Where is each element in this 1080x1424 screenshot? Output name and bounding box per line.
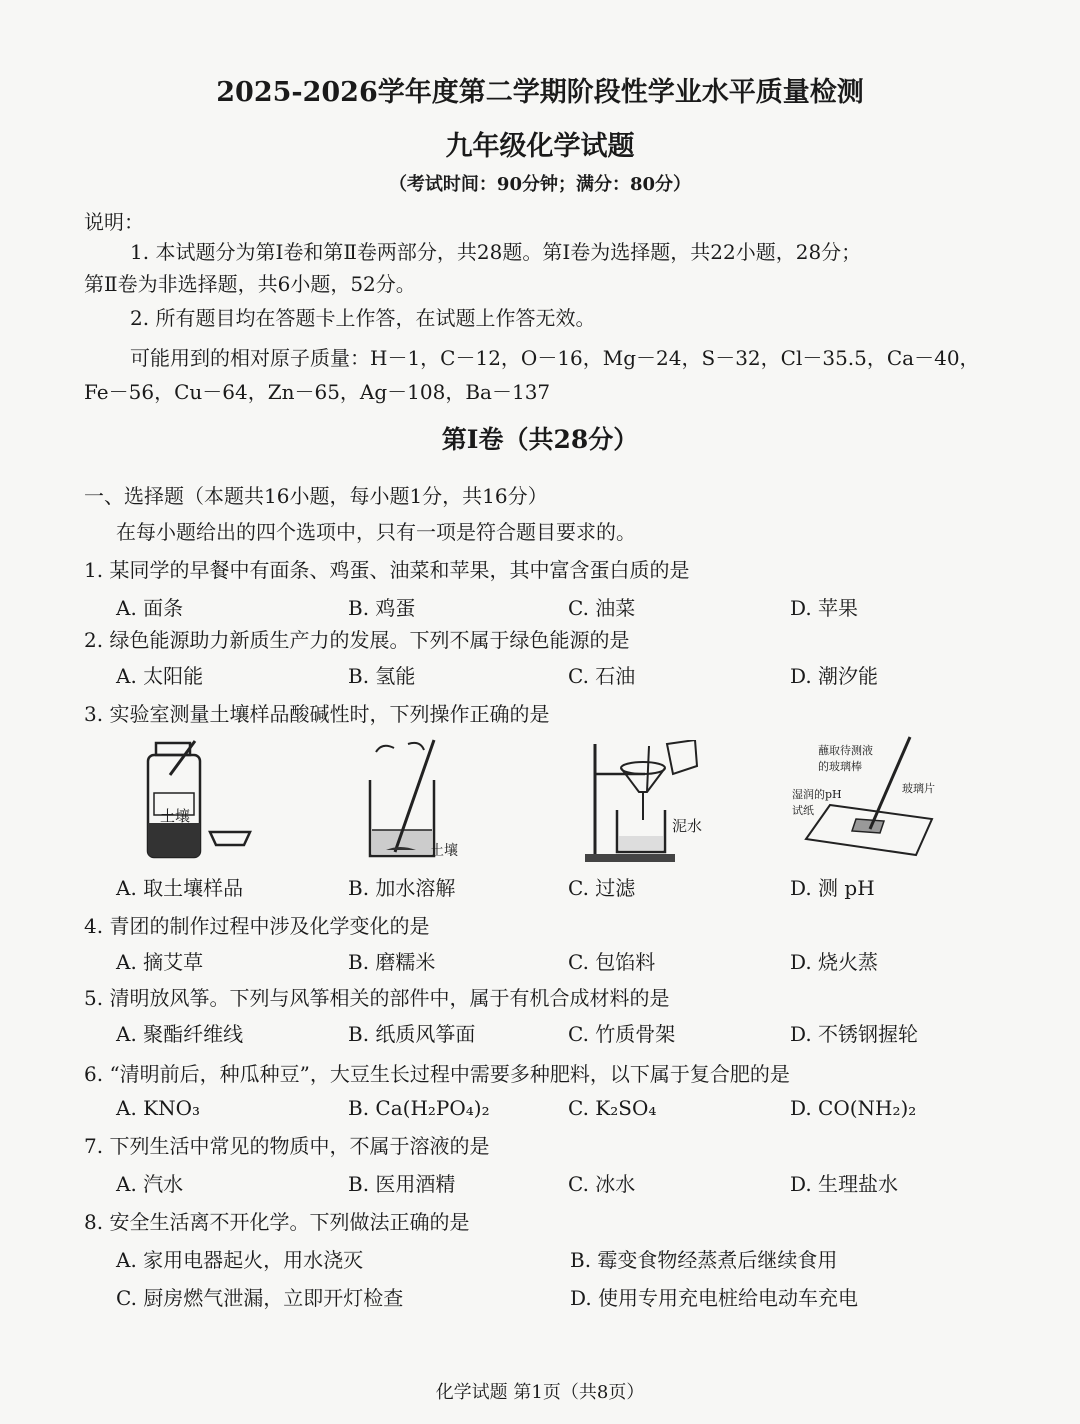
option-a: A. 汽水 <box>116 1172 184 1196</box>
instruction-line-2: 2. 所有题目均在答题卡上作答，在试题上作答无效。 <box>130 306 596 330</box>
option-b: B. 磨糯米 <box>348 950 436 974</box>
page-footer: 化学试题 第1页（共8页） <box>435 1382 645 1403</box>
atomic-masses-line-2: Fe－56，Cu－64，Zn－65，Ag－108，Ba－137 <box>84 380 551 404</box>
option-c: C. 石油 <box>568 664 636 688</box>
question-stem: 8. 安全生活离不开化学。下列做法正确的是 <box>84 1210 470 1234</box>
option-d: D. 潮汐能 <box>790 664 879 688</box>
exam-title: 2025-2026学年度第二学期阶段性学业水平质量检测 <box>216 77 864 108</box>
option-b: B. 霉变食物经蒸煮后继续食用 <box>570 1248 838 1272</box>
part-title: 一、选择题（本题共16小题，每小题1分，共16分） <box>84 484 548 508</box>
option-d: D. 生理盐水 <box>790 1172 899 1196</box>
option-d: D. 测 pH <box>790 876 875 900</box>
question-stem: 5. 清明放风筝。下列与风筝相关的部件中，属于有机合成材料的是 <box>84 986 670 1010</box>
option-c: C. 竹质骨架 <box>568 1022 676 1046</box>
instruction-line-1: 1. 本试题分为第Ⅰ卷和第Ⅱ卷两部分，共28题。第Ⅰ卷为选择题，共22小题，28分； <box>130 240 862 264</box>
wet-paper-label: 湿润的pH试纸 <box>792 788 842 817</box>
option-d: D. CO(NH₂)₂ <box>790 1096 917 1120</box>
option-a: A. 聚酯纤维线 <box>116 1022 244 1046</box>
option-c: C. K₂SO₄ <box>568 1096 657 1120</box>
rod-label: 蘸取待测液的玻璃棒 <box>818 744 873 773</box>
option-c: C. 厨房燃气泄漏，立即开灯检查 <box>116 1286 404 1310</box>
option-a: A. 家用电器起火，用水浇灭 <box>116 1248 364 1272</box>
exam-subject-title: 九年级化学试题 <box>445 131 635 162</box>
option-b: B. Ca(H₂PO₄)₂ <box>348 1096 490 1120</box>
option-a: A. 摘艾草 <box>116 950 204 974</box>
option-a: A. KNO₃ <box>116 1096 201 1120</box>
option-a: A. 取土壤样品 <box>116 876 244 900</box>
atomic-masses-line-1: 可能用到的相对原子质量：H－1，C－12，O－16，Mg－24，S－32，Cl－35.5，Ca－40， <box>130 346 980 370</box>
figure-filter <box>585 740 735 865</box>
instruction-line-1b: 第Ⅱ卷为非选择题，共6小题，52分。 <box>84 272 416 296</box>
question-stem: 2. 绿色能源助力新质生产力的发展。下列不属于绿色能源的是 <box>84 628 630 652</box>
option-c: C. 冰水 <box>568 1172 636 1196</box>
option-c: C. 包馅料 <box>568 950 656 974</box>
question-stem: 3. 实验室测量土壤样品酸碱性时，下列操作正确的是 <box>84 702 550 726</box>
option-c: C. 过滤 <box>568 876 636 900</box>
question-stem: 4. 青团的制作过程中涉及化学变化的是 <box>84 914 430 938</box>
instructions-label: 说明： <box>84 210 144 234</box>
option-b: B. 氢能 <box>348 664 416 688</box>
soil-label-b: 土壤 <box>430 843 458 859</box>
option-b: B. 加水溶解 <box>348 876 456 900</box>
option-b: B. 医用酒精 <box>348 1172 456 1196</box>
option-a: A. 面条 <box>116 596 184 620</box>
option-d: D. 不锈钢握轮 <box>790 1022 919 1046</box>
option-c: C. 油菜 <box>568 596 636 620</box>
part-note: 在每小题给出的四个选项中，只有一项是符合题目要求的。 <box>116 520 636 544</box>
option-d: D. 苹果 <box>790 596 859 620</box>
option-d: D. 烧火蒸 <box>790 950 879 974</box>
question-stem: 7. 下列生活中常见的物质中，不属于溶液的是 <box>84 1134 490 1158</box>
muddy-water-label: 泥水 <box>672 817 703 835</box>
exam-info: （考试时间：90分钟；满分：80分） <box>388 174 692 195</box>
figure-take-soil <box>140 735 270 865</box>
glass-plate-label: 玻璃片 <box>902 782 935 795</box>
option-d: D. 使用专用充电桩给电动车充电 <box>570 1286 859 1310</box>
soil-label: 土壤 <box>160 807 191 825</box>
question-stem: 1. 某同学的早餐中有面条、鸡蛋、油菜和苹果，其中富含蛋白质的是 <box>84 558 690 582</box>
section-title: 第Ⅰ卷（共28分） <box>441 425 639 454</box>
option-b: B. 纸质风筝面 <box>348 1022 476 1046</box>
option-b: B. 鸡蛋 <box>348 596 416 620</box>
option-a: A. 太阳能 <box>116 664 204 688</box>
question-stem: 6. “清明前后，种瓜种豆”，大豆生长过程中需要多种肥料，以下属于复合肥的是 <box>84 1062 790 1086</box>
